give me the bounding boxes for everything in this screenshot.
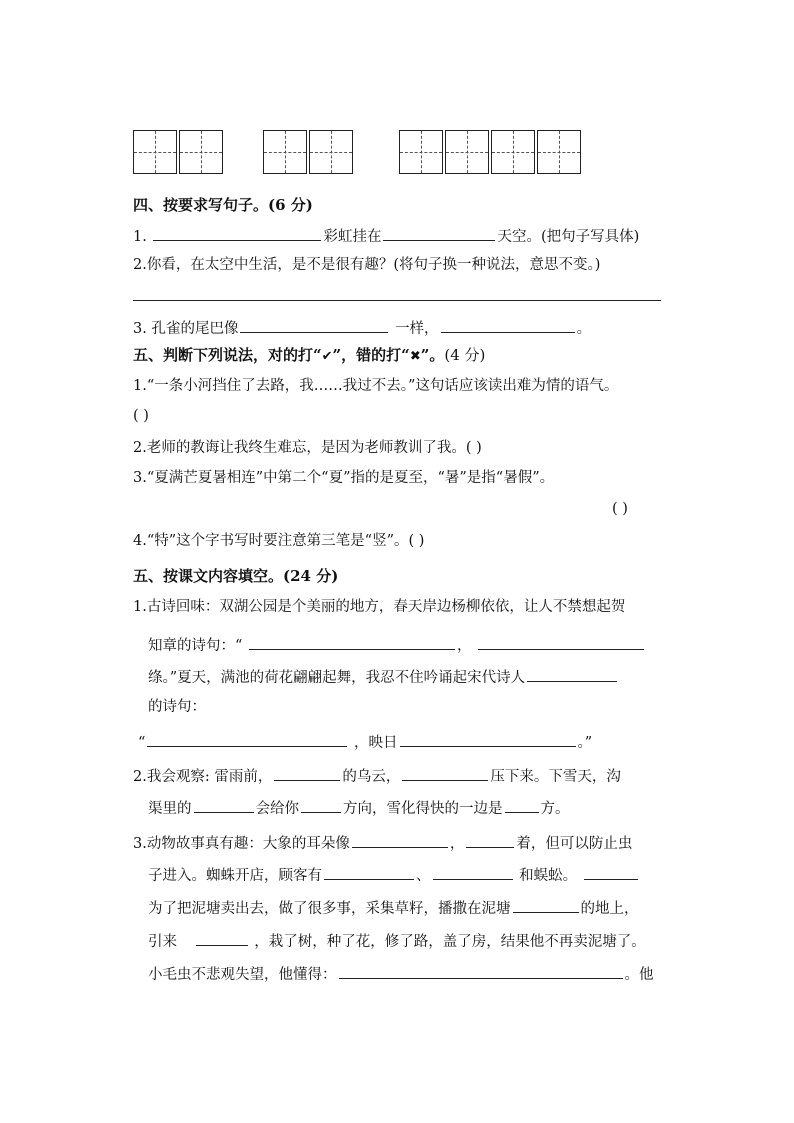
s4-q1-end-text: 天空。(把句子写具体) <box>497 229 640 245</box>
s5b-p2-blank-4[interactable] <box>301 797 341 813</box>
s5b-p1-blank-2[interactable] <box>478 634 644 650</box>
s5b-p3-blank-1[interactable] <box>352 832 448 848</box>
s5b-p1-l5-quote: “ <box>138 735 146 751</box>
s5b-p1-line-5 <box>138 731 592 753</box>
writing-grid-cell[interactable] <box>309 130 353 174</box>
s5b-p3-blank-5[interactable] <box>584 864 638 880</box>
writing-grid-cell[interactable] <box>399 130 443 174</box>
s4-q3-start-text: 3. 孔雀的尾巴像 <box>133 321 239 337</box>
s5b-p2-blank-1[interactable] <box>274 765 340 781</box>
s5b-p3-line-2 <box>148 864 640 886</box>
writing-grid-group-3 <box>399 130 583 174</box>
s5b-p1-line-2 <box>148 634 646 656</box>
s5b-p3-l2-start: 子进入。蜘蛛开店，顾客有 <box>148 868 322 884</box>
s5b-p2-line-1 <box>133 765 621 787</box>
s5b-p1-l2-start: 知章的诗句：“ <box>148 638 243 654</box>
s5a-q3-answer-paren[interactable]: ( ) <box>612 501 628 517</box>
s5b-p3-l2-end: 和蜈蚣。 <box>519 868 578 884</box>
s5b-p3-l1-start: 3.动物故事真有趣：大象的耳朵像 <box>133 836 350 852</box>
s5a-heading-part-3: ”。 <box>420 346 445 364</box>
s5b-p3-blank-8[interactable] <box>339 963 623 979</box>
s4-q1-blank-2[interactable] <box>383 225 495 241</box>
s5b-p2-blank-2[interactable] <box>402 765 488 781</box>
s5b-p3-l4-start: 引来 <box>148 934 177 950</box>
s5b-p3-l1-end: 着，但可以防止虫 <box>516 836 633 852</box>
s5b-p2-l2-mid1: 会给你 <box>255 801 299 817</box>
s5b-p2-l2-start: 渠里的 <box>148 801 192 817</box>
s4-q2-answer-line[interactable] <box>133 300 661 301</box>
s5a-heading-part-1: 五、判断下列说法，对的打“ <box>133 346 322 364</box>
s4-q1-blank-1[interactable] <box>153 225 321 241</box>
s4-q1-mid-text: 彩虹挂在 <box>323 229 382 245</box>
s4-question-2: 2.你看，在太空中生活，是不是很有趣？(将句子换一种说法，意思不变。) <box>133 257 601 273</box>
section-5-fill-heading: 五、按课文内容填空。(24 分) <box>133 567 339 585</box>
s5b-p3-l4-end: ，栽了树，种了花，修了路，盖了房，结果他不再卖泥塘了。 <box>254 934 646 950</box>
s5a-question-1: 1.“一条小河挡住了去路，我……我过不去。”这句话应该读出难为情的语气。 <box>133 378 619 394</box>
writing-grid-cell[interactable] <box>263 130 307 174</box>
s5a-question-4: 4.“特”这个字书写时要注意第三笔是“竖”。( ) <box>133 533 425 549</box>
s5b-p3-l1-comma: ， <box>449 836 465 852</box>
s5b-p2-blank-3[interactable] <box>194 797 254 813</box>
writing-grid-cell[interactable] <box>491 130 535 174</box>
s4-q3-end-text: 。 <box>576 321 592 337</box>
s5b-p3-blank-3[interactable] <box>324 864 414 880</box>
s5b-p1-l2-comma: ， <box>457 638 472 654</box>
check-mark-icon: ✔ <box>321 349 333 364</box>
s4-q3-blank-1[interactable] <box>240 317 388 333</box>
s5a-heading-score: (4 分) <box>444 346 486 364</box>
writing-grid-cell[interactable] <box>445 130 489 174</box>
writing-grid-cell[interactable] <box>133 130 177 174</box>
s5b-p3-line-1 <box>133 832 632 854</box>
s5b-p1-line-1: 1.古诗回味：双湖公园是个美丽的地方，春天岸边杨柳依依，让人不禁想起贺 <box>133 599 626 615</box>
s5b-p3-line-4 <box>148 930 646 952</box>
s5b-p1-l5-end: 。” <box>577 735 593 751</box>
s5b-p1-blank-4[interactable] <box>400 731 576 747</box>
s5b-p2-l1-end: 压下来。下雪天，沟 <box>490 769 621 785</box>
s5b-p3-line-3 <box>148 897 639 919</box>
s5b-p1-l3-start: 绦。”夏天，满池的荷花翩翩起舞，我忍不住吟诵起宋代诗人 <box>148 670 526 686</box>
writing-grid-group-2 <box>263 130 355 174</box>
s5a-question-2: 2.老师的教诲让我终生难忘，是因为老师教训了我。( ) <box>133 440 482 456</box>
s5b-p1-blank-1[interactable] <box>249 634 455 650</box>
s5b-p3-l5-start: 小毛虫不悲观失望，他懂得： <box>148 967 337 983</box>
s4-q1-number: 1. <box>133 229 147 245</box>
s5b-p3-blank-7[interactable] <box>196 930 248 946</box>
s5b-p3-line-5 <box>148 963 654 985</box>
s5b-p2-l2-mid2: 方向，雪化得快的一边是 <box>343 801 503 817</box>
s5b-p3-blank-2[interactable] <box>466 832 514 848</box>
s5b-p1-blank-poet[interactable] <box>527 666 617 682</box>
s5a-q1-answer-paren[interactable]: ( ) <box>133 408 149 424</box>
s5b-p2-l1-start: 2.我会观察: 雷雨前， <box>133 769 273 785</box>
s4-question-3 <box>133 317 591 339</box>
s5b-p2-l1-mid: 的乌云， <box>342 769 401 785</box>
writing-grid-cell[interactable] <box>179 130 223 174</box>
s5b-p2-blank-5[interactable] <box>505 797 539 813</box>
s5b-p2-l2-end: 方。 <box>540 801 570 817</box>
s5b-p3-l3-start: 为了把泥塘卖出去，做了很多事，采集草籽，播撒在泥塘 <box>148 901 511 917</box>
s5b-p3-blank-6[interactable] <box>513 897 579 913</box>
s5b-p1-blank-3[interactable] <box>147 731 347 747</box>
s5b-p1-line-3 <box>148 666 619 688</box>
s5b-p3-blank-4[interactable] <box>433 864 513 880</box>
writing-grid-group-1 <box>133 130 225 174</box>
s5a-question-3: 3.“夏满芒夏暑相连”中第二个“夏”指的是夏至，“暑”是指“暑假”。 <box>133 470 555 486</box>
s5b-p2-line-2 <box>148 797 570 819</box>
section-5-judge-heading <box>133 345 485 367</box>
section-4-heading: 四、按要求写句子。(6 分) <box>133 196 313 214</box>
s5a-heading-part-2: ”，错的打“ <box>332 346 410 364</box>
cross-mark-icon: ✖ <box>409 349 421 364</box>
s5b-p3-l5-end: 。他 <box>624 967 654 983</box>
writing-grid-cell[interactable] <box>537 130 581 174</box>
s5b-p3-l3-end: 的地上， <box>580 901 639 917</box>
s4-q3-mid-text: 一样， <box>395 321 439 337</box>
s5b-p1-l5-mid: ，映日 <box>354 735 398 751</box>
s4-question-1 <box>133 225 639 247</box>
s5b-p3-l2-mid: 、 <box>416 868 431 884</box>
s4-q3-blank-2[interactable] <box>441 317 575 333</box>
s5b-p1-line-4: 的诗句： <box>148 699 206 715</box>
